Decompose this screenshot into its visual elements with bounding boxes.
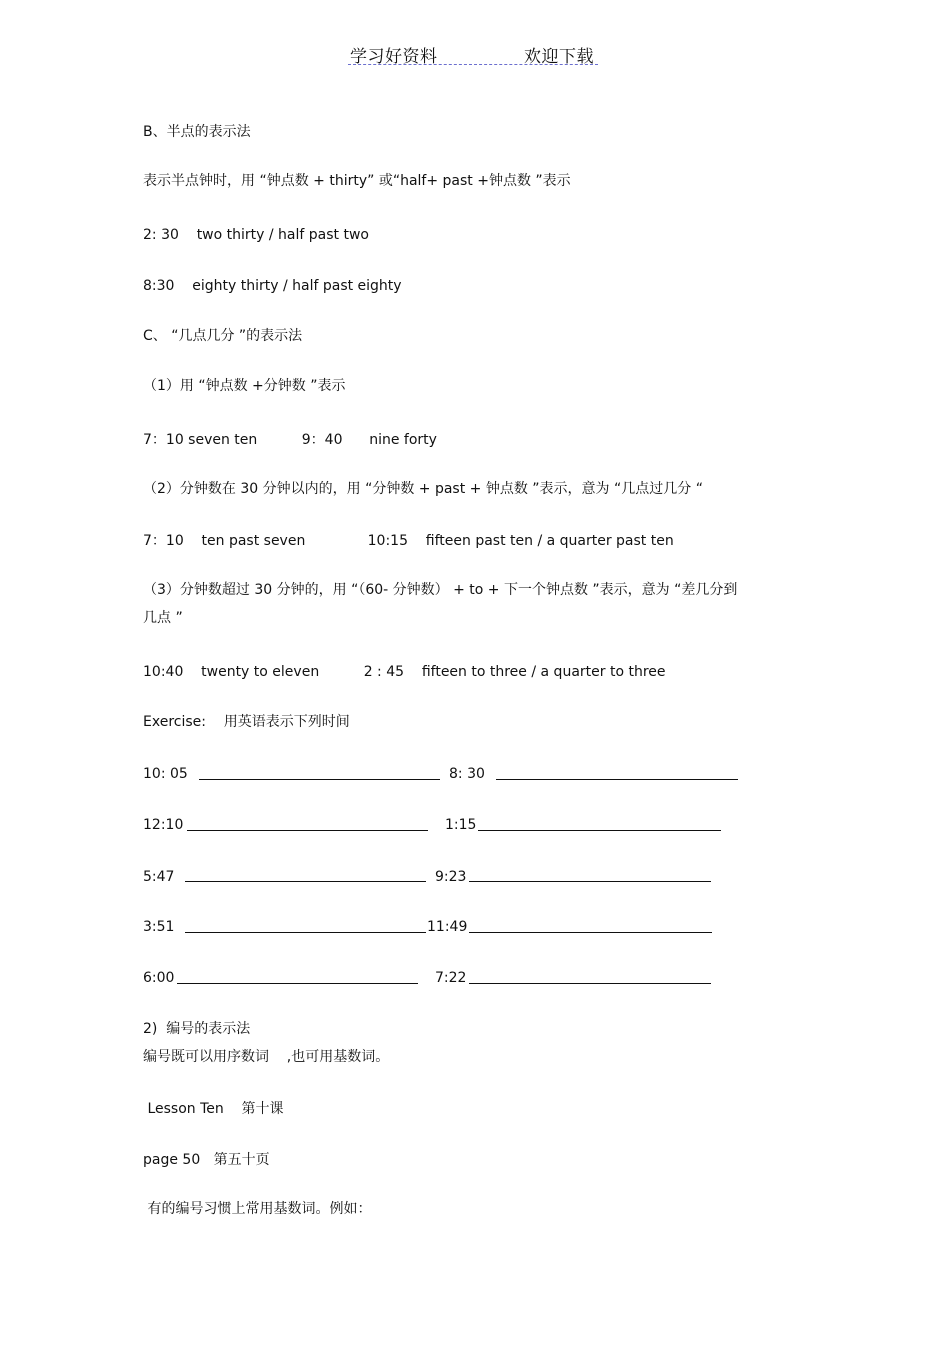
header-right-text: 欢迎下载 [524,47,594,67]
answer-blank[interactable] [177,983,418,984]
exercise-time-label: 12:10 [143,817,184,833]
rule-3-line-1: （3）分钟数超过 30 分钟的，用 “（60- 分钟数） + to + 下一个钟点数 ”表示，意为 “差几分到 [143,582,738,598]
answer-blank[interactable] [185,881,426,882]
exercise-time-label: 8: 30 [449,766,485,782]
cardinal-note: 有的编号习惯上常用基数词。例如： [143,1201,372,1217]
section-2-description: 编号既可以用序数词 ,也可用基数词。 [143,1049,390,1065]
answer-blank[interactable] [496,779,738,780]
rule-2-example: 7：10 ten past seven 10:15 fifteen past ten / a quarter past ten [143,533,674,549]
exercise-time-label: 9:23 [435,869,467,885]
rule-1: （1）用 “钟点数 +分钟数 ”表示 [143,378,346,394]
answer-blank[interactable] [478,830,721,831]
answer-blank[interactable] [469,983,711,984]
lesson-example: Lesson Ten 第十课 [143,1101,284,1117]
exercise-time-label: 1:15 [445,817,477,833]
rule-1-example: 7：10 seven ten 9：40 nine forty [143,432,437,448]
section-2-title: 2) 编号的表示法 [143,1021,251,1037]
section-c-title: C、 “几点几分 ”的表示法 [143,328,303,344]
exercise-time-label: 3:51 [143,919,175,935]
answer-blank[interactable] [469,881,711,882]
exercise-time-label: 5:47 [143,869,175,885]
rule-2: （2）分钟数在 30 分钟以内的，用 “分钟数 + past + 钟点数 ”表示，意为 “几点过几分 “ [143,481,703,497]
exercise-time-label: 7:22 [435,970,467,986]
exercise-time-label: 11:49 [427,919,468,935]
header-left-text: 学习好资料 [350,47,438,67]
example-line-2: 8:30 eighty thirty / half past eighty [143,278,402,294]
exercise-time-label: 10: 05 [143,766,188,782]
section-b-description: 表示半点钟时，用 “钟点数 + thirty” 或“half+ past +钟点数 ”表示 [143,173,571,189]
section-b-title: B、半点的表示法 [143,124,251,140]
page-header [348,42,598,66]
answer-blank[interactable] [187,830,428,831]
page-example: page 50 第五十页 [143,1152,270,1168]
rule-3-example: 10:40 twenty to eleven 2 : 45 fifteen to three / a quarter to three [143,664,666,680]
example-line-1: 2: 30 two thirty / half past two [143,227,369,243]
header-dashed-underline [348,64,598,65]
answer-blank[interactable] [199,779,440,780]
answer-blank[interactable] [469,932,712,933]
answer-blank[interactable] [185,932,426,933]
exercise-heading: Exercise: 用英语表示下列时间 [143,714,350,730]
exercise-time-label: 6:00 [143,970,175,986]
rule-3-line-2: 几点 ” [143,610,183,626]
